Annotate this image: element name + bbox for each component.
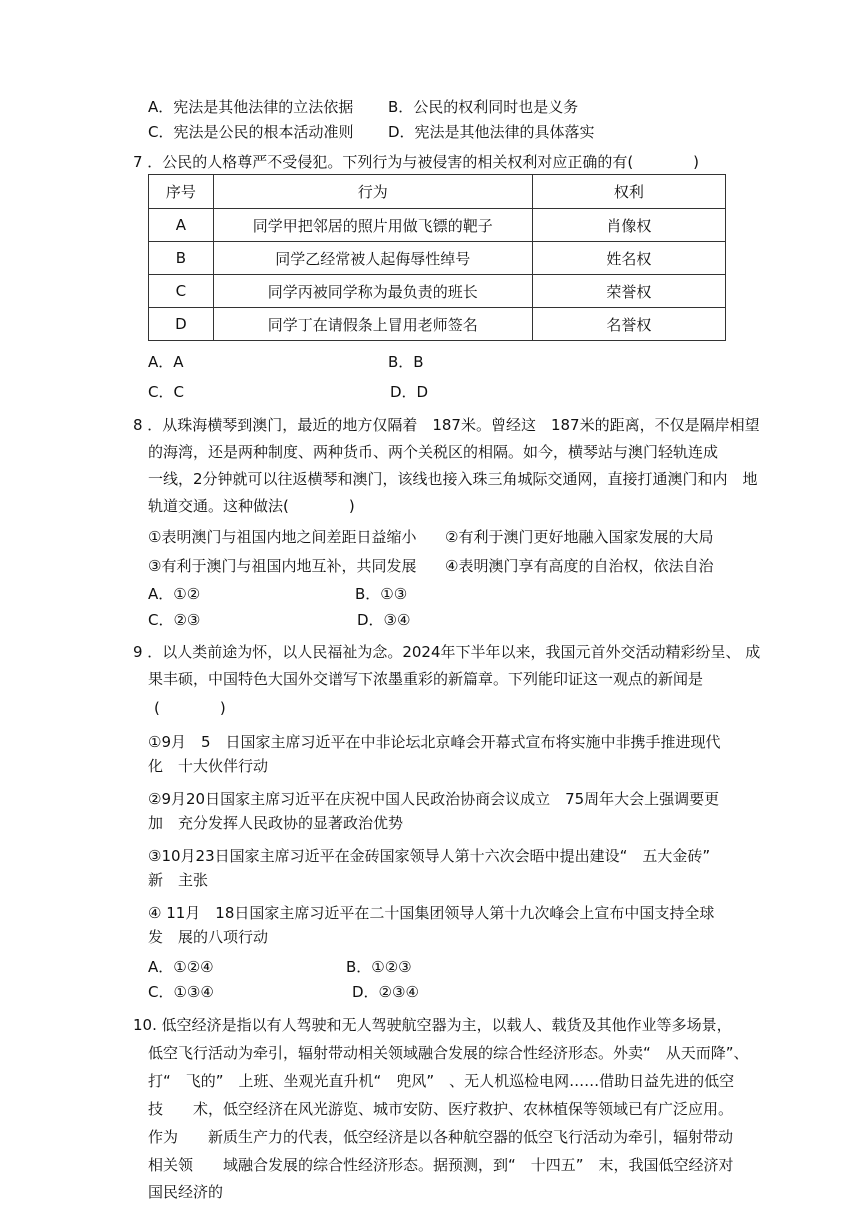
q10-stem-line: 10. 低空经济是指以有人驾驶和无人驾驶航空器为主，以载人、载货及其他作业等多场景， [133,1016,732,1034]
table-header-cell: 行为 [213,175,532,209]
rights-table [148,174,726,341]
q8-stem-line: 轨道交通。这种做法( ) [148,497,355,515]
q8-option-d: D．③④ [357,611,411,629]
table-cell: D [149,308,214,341]
q9-news-line: ③10月23日国家主席习近平在金砖国家领导人第十六次会晤中提出建设“ 五大金砖” [148,847,711,865]
q6-option-c: C．宪法是公民的根本活动准则 [148,123,354,141]
q7-option-a: A．A [148,353,184,371]
q7-option-b: B．B [388,353,424,371]
q8-statement: ④表明澳门享有高度的自治权，依法自治 [445,557,714,575]
q9-news-line: ①9月 5 日国家主席习近平在中非论坛北京峰会开幕式宣布将实施中非携手推进现代 [148,733,721,751]
q10-stem-line: 打“ 飞的” 上班、坐观光直升机“ 兜风” 、无人机巡检电网……借助日益先进的低空 [148,1072,735,1090]
q9-news-line: 新 主张 [148,871,209,889]
q7-option-d: D．D [390,383,429,401]
q9-stem-line: ( ) [154,699,226,717]
q10-stem-line: 作为 新质生产力的代表，低空经济是以各种航空器的低空飞行活动为牵引，辐射带动 [148,1128,734,1146]
q6-option-b: B．公民的权利同时也是义务 [388,98,579,116]
q8-stem-line: 一线，2分钟就可以往返横琴和澳门，该线也接入珠三角城际交通网，直接打通澳门和内 地 [148,470,758,488]
q9-news-line: 加 充分发挥人民政协的显著政治优势 [148,814,404,832]
q9-stem-line: 果丰硕，中国特色大国外交谱写下浓墨重彩的新篇章。下列能印证这一观点的新闻是 [148,670,704,688]
table-cell: B [149,242,214,275]
table-cell: 肖像权 [532,209,725,242]
q10-stem-line: 相关领 域融合发展的综合性经济形态。据预测，到“ 十四五” 末，我国低空经济对 [148,1156,734,1174]
table-cell: 同学丙被同学称为最负责的班长 [213,275,532,308]
table-cell: A [149,209,214,242]
q8-stem-line: 的海湾，还是两种制度、两种货币、两个关税区的相隔。如今，横琴站与澳门轻轨连成 [148,443,719,461]
q8-statement: ①表明澳门与祖国内地之间差距日益缩小 [148,528,417,546]
table-row [149,242,726,275]
table-cell: 同学乙经常被人起侮辱性绰号 [213,242,532,275]
q10-stem-line: 国民经济的 [148,1183,224,1201]
table-row [149,308,726,341]
q9-news-line: ④ 11月 18日国家主席习近平在二十国集团领导人第十九次峰会上宣布中国支持全球 [148,904,715,922]
q9-news-line: 化 十大伙伴行动 [148,757,269,775]
q8-option-b: B．①③ [355,585,408,603]
q6-option-d: D．宪法是其他法律的具体落实 [388,123,595,141]
table-cell: C [149,275,214,308]
q9-news-line: ②9月20日国家主席习近平在庆祝中国人民政治协商会议成立 75周年大会上强调要更 [148,790,720,808]
table-cell: 荣誉权 [532,275,725,308]
q6-option-a: A．宪法是其他法律的立法依据 [148,98,354,116]
table-header-cell: 序号 [149,175,214,209]
q7-stem: 7 ．公民的人格尊严不受侵犯。下列行为与被侵害的相关权利对应正确的有( ) [133,153,700,171]
q8-statement: ②有利于澳门更好地融入国家发展的大局 [445,528,714,546]
q9-option-c: C．①③④ [148,983,214,1001]
q8-stem-line: 8 ．从珠海横琴到澳门，最近的地方仅隔着 187米。曾经这 187米的距离，不仅是隔岸相望 [133,416,760,434]
table-cell: 同学甲把邻居的照片用做飞镖的靶子 [213,209,532,242]
q9-option-d: D．②③④ [352,983,419,1001]
table-header-row [149,175,726,209]
q10-stem-line: 技 术，低空经济在风光游览、城市安防、医疗救护、农林植保等领域已有广泛应用。 [148,1100,734,1118]
q9-option-b: B．①②③ [346,958,412,976]
table-cell: 姓名权 [532,242,725,275]
q9-stem-line: 9 ．以人类前途为怀，以人民福祉为念。2024年下半年以来，我国元首外交活动精彩纷呈、 成 [133,643,761,661]
table-cell: 同学丁在请假条上冒用老师签名 [213,308,532,341]
q9-news-line: 发 展的八项行动 [148,928,269,946]
table-row [149,209,726,242]
q10-stem-line: 低空飞行活动为牵引，辐射带动相关领域融合发展的综合性经济形态。外卖“ 从天而降”、 [148,1044,749,1062]
q8-statement: ③有利于澳门与祖国内地互补，共同发展 [148,557,417,575]
q9-option-a: A．①②④ [148,958,214,976]
q7-option-c: C．C [148,383,184,401]
q8-option-a: A．①② [148,585,201,603]
table-cell: 名誉权 [532,308,725,341]
table-header-cell: 权利 [532,175,725,209]
q8-option-c: C．②③ [148,611,201,629]
table-row [149,275,726,308]
